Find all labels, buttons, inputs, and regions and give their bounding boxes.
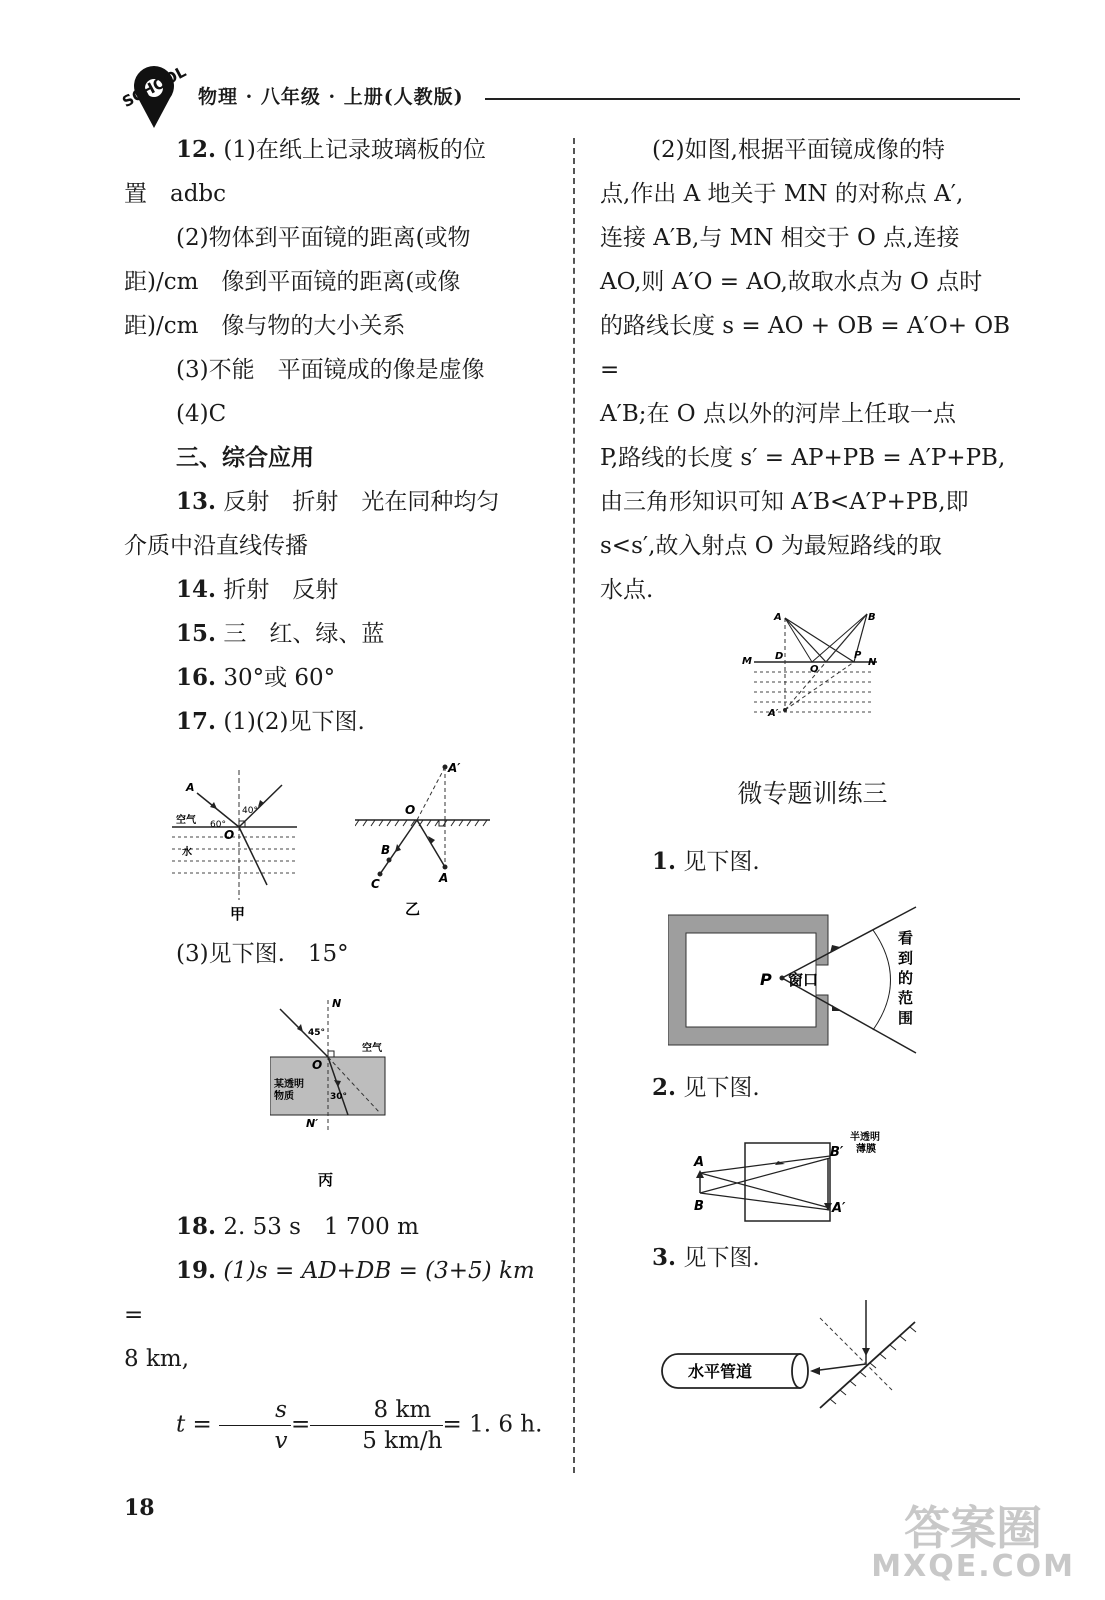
r-line2: 点,作出 A 地关于 MN 的对称点 A′, xyxy=(600,181,964,207)
watermark-url: MXQE.COM xyxy=(871,1549,1075,1584)
figure-river xyxy=(742,610,892,725)
jia-label-water: 水 xyxy=(182,847,192,858)
q17-answer: (1)(2)见下图. xyxy=(223,709,365,735)
film-label-b: B xyxy=(694,1199,704,1214)
bing-label-air: 空气 xyxy=(362,1043,382,1054)
river-label-p: P xyxy=(854,650,862,661)
r-line10: 水点. xyxy=(600,577,654,603)
figure-bing xyxy=(270,995,420,1195)
w2-line xyxy=(600,1066,1025,1110)
film-label-a: A xyxy=(694,1155,705,1170)
jia-angle-60: 60° xyxy=(210,820,226,830)
bing-angle-45: 45° xyxy=(308,1028,326,1038)
q16-answer: 30°或 60° xyxy=(223,665,336,691)
q19-t: t = xyxy=(176,1411,212,1438)
w1-answer: 见下图. xyxy=(683,849,760,875)
q19-result: = 1. 6 h. xyxy=(442,1411,543,1438)
yi-caption: 乙 xyxy=(405,900,421,918)
window-range-label: 看到的范围 xyxy=(898,929,914,1027)
figure-jia xyxy=(172,765,307,925)
river-label-b: B xyxy=(868,612,876,623)
figure-film xyxy=(690,1128,905,1228)
pipe-label: 水平管道 xyxy=(688,1362,753,1381)
q12-line7: (4)C xyxy=(176,401,227,427)
column-divider xyxy=(573,138,575,1473)
w3-line xyxy=(600,1236,1025,1280)
river-label-a: A xyxy=(774,612,782,623)
watermark-logo: 答案圈 xyxy=(904,1501,1043,1555)
q12-line2: 置 adbc xyxy=(124,181,227,207)
r-line5: 的路线长度 s = AO + OB = A′O+ OB = xyxy=(600,313,1011,383)
film-label-b-prime: B′ xyxy=(830,1145,844,1160)
bing-label-n-prime: N′ xyxy=(306,1117,319,1130)
jia-angle-40: 40° xyxy=(242,806,258,816)
q12-line3: (2)物体到平面镜的距离(或物 xyxy=(176,225,471,251)
w3-number: 3. xyxy=(652,1244,677,1271)
q18-answer: 2. 53 s 1 700 m xyxy=(223,1214,419,1240)
figure-yi xyxy=(355,762,495,927)
window-range-text: 看到的范围 xyxy=(668,905,673,906)
q19-fraction-sv: $\frac{s}{v}$ xyxy=(219,1395,291,1456)
yi-label-o: O xyxy=(405,803,416,817)
q19-formula xyxy=(124,1395,554,1456)
jia-label-o: O xyxy=(224,828,235,842)
w1-number: 1. xyxy=(652,848,677,875)
q14-answer: 折射 反射 xyxy=(223,577,339,603)
figure-window xyxy=(668,905,928,1055)
bing-angle-30: 30° xyxy=(330,1092,348,1102)
w2-answer: 见下图. xyxy=(683,1075,760,1101)
jia-caption: 甲 xyxy=(230,905,246,923)
q14-number: 14. xyxy=(176,576,217,603)
q17-number: 17. xyxy=(176,708,217,735)
river-label-d: D xyxy=(775,651,784,662)
r-line7: P,路线的长度 s′ = AP+PB = A′P+PB, xyxy=(600,445,1006,471)
q19-fraction-values: $\frac{8 km}{5 km/h}$ xyxy=(310,1395,442,1456)
watermark xyxy=(871,1501,1075,1584)
yi-label-a-prime: A′ xyxy=(448,762,461,775)
r-line3: 连接 A′B,与 MN 相交于 O 点,连接 xyxy=(600,225,960,251)
r-line9: s<s′,故入射点 O 为最短路线的取 xyxy=(600,533,942,559)
film-label-a-prime: A′ xyxy=(832,1201,846,1216)
q19-line1: (1)s = AD+DB = (3+5) km = xyxy=(124,1258,535,1328)
q19-number: 19. xyxy=(176,1257,217,1284)
q17-part3: (3)见下图. 15° xyxy=(176,941,349,967)
bing-caption: 丙 xyxy=(318,1171,334,1189)
r-line1: (2)如图,根据平面镜成像的特 xyxy=(652,137,945,163)
q15-answer: 三 红、绿、蓝 xyxy=(223,621,385,647)
q13-number: 13. xyxy=(176,488,217,515)
section-title: 微专题训练三 xyxy=(737,779,888,808)
q12-line6: (3)不能 平面镜成的像是虚像 xyxy=(176,357,485,383)
bing-medium-line2: 物质 xyxy=(274,1091,294,1102)
left-column xyxy=(124,128,554,744)
q15-number: 15. xyxy=(176,620,217,647)
q13-line2: 介质中沿直线传播 xyxy=(124,533,308,559)
river-label-m: M xyxy=(742,656,752,667)
r-line8: 由三角形知识可知 A′B<A′P+PB,即 xyxy=(600,489,969,515)
q12-number: 12. xyxy=(176,136,217,163)
jia-label-a: A xyxy=(186,781,195,794)
logo-text: SCHOOL xyxy=(119,62,190,112)
yi-label-a: A xyxy=(439,871,449,885)
river-label-a-prime: A′ xyxy=(768,708,779,719)
river-label-n: N xyxy=(868,657,877,668)
yi-label-b: B xyxy=(381,843,391,857)
w1-line xyxy=(600,840,1025,884)
q16-number: 16. xyxy=(176,664,217,691)
window-label: 窗口 xyxy=(788,971,819,989)
river-label-o: O xyxy=(810,664,819,675)
bing-label-n: N xyxy=(332,997,342,1010)
header-rule xyxy=(485,98,1020,100)
film-label-line2: 薄膜 xyxy=(856,1144,876,1155)
figure-pipe xyxy=(660,1298,930,1418)
right-column xyxy=(600,128,1025,612)
school-logo xyxy=(118,62,190,132)
yi-label-c: C xyxy=(371,877,380,891)
w3-answer: 见下图. xyxy=(683,1245,760,1271)
section-heading: 三、综合应用 xyxy=(176,444,314,471)
q12-line5: 距)/cm 像与物的大小关系 xyxy=(124,313,406,339)
q19-line2: 8 km, xyxy=(124,1346,190,1372)
bing-medium-line1: 某透明 xyxy=(274,1079,304,1090)
book-title: 物理 · 八年级 · 上册(人教版) xyxy=(198,86,464,108)
left-column-bottom xyxy=(124,1205,554,1456)
film-label-line1: 半透明 xyxy=(850,1132,880,1143)
window-label-p: P xyxy=(760,970,772,989)
bing-label-o: O xyxy=(312,1058,323,1072)
q18-number: 18. xyxy=(176,1213,217,1240)
q12-line4: 距)/cm 像到平面镜的距离(或像 xyxy=(124,269,461,295)
q12-line1: (1)在纸上记录玻璃板的位 xyxy=(223,137,486,163)
q13-line1: 反射 折射 光在同种均匀 xyxy=(223,489,500,515)
page-number: 18 xyxy=(124,1495,155,1521)
q19-eq: = xyxy=(290,1411,311,1438)
r-line4: AO,则 A′O = AO,故取水点为 O 点时 xyxy=(600,269,983,295)
jia-label-air: 空气 xyxy=(176,815,196,826)
r-line6: A′B;在 O 点以外的河岸上任取一点 xyxy=(600,401,956,427)
w2-number: 2. xyxy=(652,1074,677,1101)
